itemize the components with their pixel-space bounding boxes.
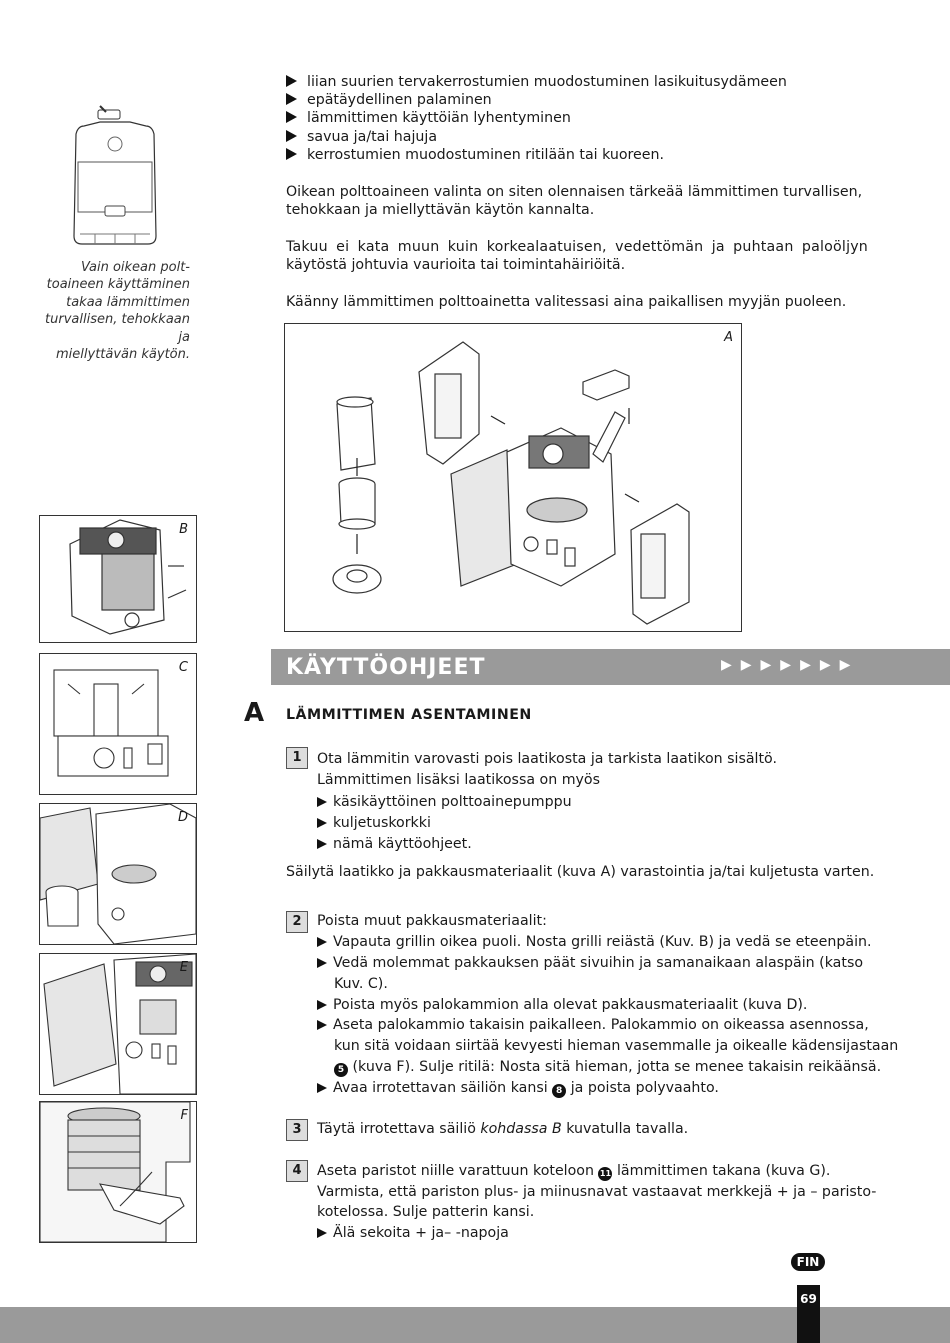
figure-a <box>284 323 742 632</box>
part-number-badge: 5 <box>334 1063 348 1077</box>
figure-e-drawing <box>40 954 196 1094</box>
step-number: 4 <box>286 1160 308 1182</box>
figure-f <box>39 1101 197 1243</box>
paragraph-fuel-choice: Oikean polttoaineen valinta on siten olennaisen tärkeää lämmittimen turvallisen, tehokkaan ja miellyttävän käytön kannalta. <box>286 184 863 219</box>
figure-d <box>39 803 197 945</box>
figure-label: E <box>179 960 188 975</box>
intro-bullet: epätäydellinen palaminen <box>286 91 492 109</box>
decor-arrows: ▶▶▶▶▶▶▶ <box>721 657 860 673</box>
step-2-text: Poista muut pakkausmateriaalit: <box>317 913 547 929</box>
step-2-bullet: Poista myös palokammion alla olevat pakkausmateriaalit (kuva D). <box>317 995 807 1016</box>
paragraph-dealer: Käänny lämmittimen polttoainetta valitessasi aina paikallisen myyjän puoleen. <box>286 294 847 310</box>
figure-label: F <box>180 1108 188 1123</box>
step-2-bullet-cont: 5 (kuva F). Sulje ritilä: Nosta sitä hieman, jotta se menee takaisin reikäänsä. <box>334 1057 881 1078</box>
paragraph-warranty: Takuu ei kata muun kuin korkealaatuisen, vedettömän ja puhtaan paloöljyn käytöstä johtuvia vaurioita tai toimintahäiriöitä. <box>286 239 868 274</box>
part-number-badge: 8 <box>552 1084 566 1098</box>
figure-c-drawing <box>40 654 196 794</box>
figure-d-drawing <box>40 804 196 944</box>
section-band <box>271 649 950 685</box>
language-badge: FIN <box>791 1253 825 1271</box>
step-3-text: Täytä irrotettava säiliö kohdassa B kuvatulla tavalla. <box>317 1121 689 1137</box>
figure-b-drawing <box>40 516 196 642</box>
step-2-bullet: Aseta palokammio takaisin paikalleen. Palokammio on oikeassa asennossa, <box>317 1015 869 1036</box>
figure-c <box>39 653 197 795</box>
figure-b <box>39 515 197 643</box>
step-2-bullet: Vapauta grillin oikea puoli. Nosta grilli reiästä (Kuv. B) ja vedä se eteenpäin. <box>317 932 872 953</box>
intro-bullet: lämmittimen käyttöiän lyhentyminen <box>286 109 571 127</box>
exploded-heater-drawing <box>285 324 741 631</box>
page-number: 69 <box>797 1285 820 1343</box>
fuel-canister-illustration <box>70 104 160 249</box>
step-2-bullet: Avaa irrotettavan säiliön kansi 8 ja poista polyvaahto. <box>317 1078 719 1099</box>
step-1-bullet: käsikäyttöinen polttoainepumppu <box>317 792 572 813</box>
canister-caption: Vain oikean polt- toaineen käyttäminen takaa lämmittimen turvallisen, tehokkaan ja miellyttävän käytön. <box>45 260 190 363</box>
figure-label: D <box>177 810 188 825</box>
step-number: 3 <box>286 1119 308 1141</box>
intro-bullet: savua ja/tai hajuja <box>286 128 437 146</box>
part-number-badge: 11 <box>598 1167 612 1181</box>
step-4-bullet: Älä sekoita + ja– -napoja <box>317 1223 509 1244</box>
intro-bullet: kerrostumien muodostuminen ritilään tai kuoreen. <box>286 146 664 164</box>
section-title: KÄYTTÖOHJEET <box>286 655 486 680</box>
step-1-bullet: kuljetuskorkki <box>317 813 431 834</box>
step-2-bullet: Vedä molemmat pakkauksen päät sivuihin ja samanaikaan alaspäin (katso <box>317 953 863 974</box>
section-letter: A <box>244 698 265 728</box>
step-1-text: Ota lämmitin varovasti pois laatikosta ja tarkista laatikon sisältö. Lämmittimen lisäksi laatikossa on myös <box>317 751 777 788</box>
step-number: 2 <box>286 911 308 933</box>
step-number: 1 <box>286 747 308 769</box>
subsection-title: LÄMMITTIMEN ASENTAMINEN <box>286 707 532 723</box>
step-1-bullet: nämä käyttöohjeet. <box>317 834 472 855</box>
step-2-bullet-cont: Kuv. C). <box>334 976 388 992</box>
storage-note: Säilytä laatikko ja pakkausmateriaalit (kuva A) varastointia ja/tai kuljetusta varten. <box>286 864 875 880</box>
intro-bullet: liian suurien tervakerrostumien muodostuminen lasikuitusydämeen <box>286 73 787 91</box>
figure-e <box>39 953 197 1095</box>
step-4-text: Aseta paristot niille varattuun koteloon 11 lämmittimen takana (kuva G). Varmista, että pariston plus- ja miinusnavat vastaavat merkkejä + ja – paristo- kotelossa. Sulje patterin kansi. <box>317 1163 877 1221</box>
figure-f-drawing <box>40 1102 196 1242</box>
figure-label: C <box>178 660 188 675</box>
step-2-bullet-cont: kun sitä voidaan siirtää kevyesti hieman vasemmalle ja oikealle kädensijastaan <box>334 1038 899 1054</box>
figure-label: A <box>724 330 733 345</box>
figure-label: B <box>179 522 188 537</box>
